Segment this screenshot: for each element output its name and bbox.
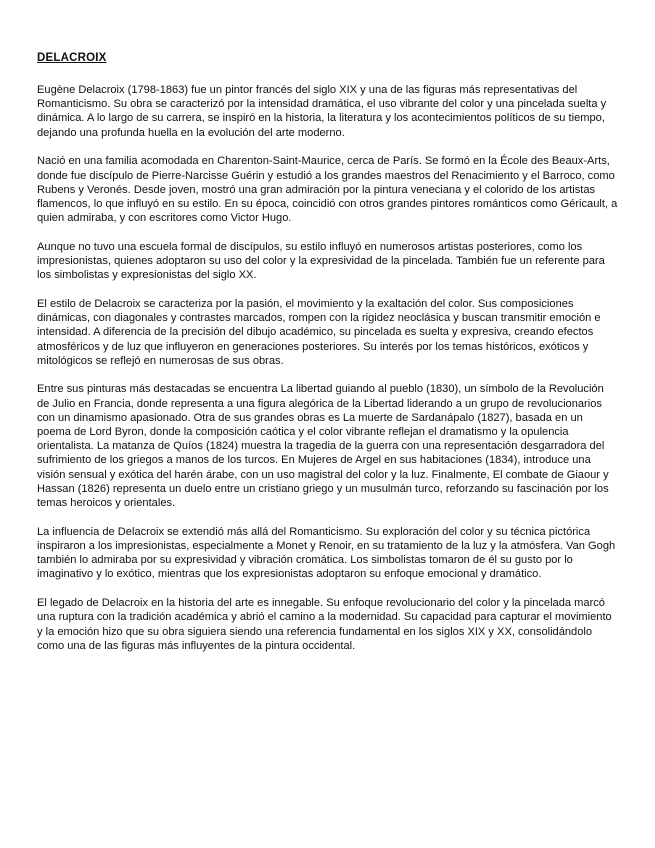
paragraph-works: Entre sus pinturas más destacadas se encuentra La libertad guiando al pueblo (1830), un símbolo de la Revolución de Julio en Francia, donde representa a una figura alegórica de la Libertad liderando a un grupo de revolucionarios con un dinamismo apasionado. Otra de sus grandes obras es La muerte de Sardanápalo (1827), basada en un poema de Lord Byron, donde la composición caótica y el color vibrante reflejan el dramatismo y la opulencia orientalista. La matanza de Quíos (1824) muestra la tragedia de la guerra con una representación desgarradora del sufrimiento de los griegos a manos de los turcos. En Mujeres de Argel en sus habitaciones (1834), introduce una visión sensual y exótica del harén árabe, con un uso magistral del color y la luz. Finalmente, El combate de Giaour y Hassan (1826) representa un duelo entre un cristiano griego y un musulmán turco, reforzando su fascinación por los temas heroicos y orientales. (37, 383, 609, 510)
paragraph-legacy: El legado de Delacroix en la historia del arte es innegable. Su enfoque revolucionario del color y la pincelada marcó una ruptura con la tradición académica y abrió el camino a la modernidad. Su capacidad para capturar el movimiento y la emoción hizo que su obra siguiera siendo una referencia fundamental en los siglos XIX y XX, consolidándolo como una de las figuras más influyentes de la pintura occidental. (37, 597, 612, 652)
document-page (37, 52, 619, 667)
document-title: DELACROIX (37, 52, 107, 64)
paragraph-intro: Eugène Delacroix (1798-1863) fue un pintor francés del siglo XIX y una de las figuras más representativas del Romanticismo. Su obra se caracterizó por la intensidad dramática, el uso vibrante del color y una pincelada suelta y dinámica. A lo largo de su carrera, se inspiró en la historia, la literatura y los acontecimientos políticos de su tiempo, dejando una profunda huella en la evolución del arte moderno. (37, 84, 607, 139)
paragraph-influence: La influencia de Delacroix se extendió más allá del Romanticismo. Su exploración del color y su técnica pictórica inspiraron a los impresionistas, especialmente a Monet y Renoir, en su tratamiento de la luz y la atmósfera. Van Gogh también lo admiraba por su expresividad y vibración cromática. Los simbolistas tomaron de él su gusto por lo imaginativo y lo exótico, mientras que los expresionistas adoptaron su enfoque emocional y dramático. (37, 525, 616, 581)
paragraph-biography: Nació en una familia acomodada en Charenton-Saint-Maurice, cerca de París. Se formó en la École des Beaux-Arts, donde fue discípulo de Pierre-Narcisse Guérin y estudió a los grandes maestros del Renacimiento y el Barroco, como Rubens y Veronés. Desde joven, mostró una gran admiración por la pintura veneciana y el colorido de los artistas flamencos, lo que influyó en su estilo. En su época, coincidió con otros grandes pintores románticos como Géricault, a quien admiraba, y con escritores como Victor Hugo. (37, 155, 618, 225)
paragraph-style: El estilo de Delacroix se caracteriza por la pasión, el movimiento y la exaltación del color. Sus composiciones dinámicas, con diagonales y contrastes marcados, rompen con la rigidez neoclásica y buscan transmitir emoción e intensidad. A diferencia de la precisión del dibujo académico, su pincelada es suelta y expresiva, creando efectos atmosféricos y de luz que influyeron en generaciones posteriores. Su interés por los temas históricos, exóticos y mitológicos se reflejó en numerosas de sus obras. (37, 297, 601, 367)
paragraph-influence-followers: Aunque no tuvo una escuela formal de discípulos, su estilo influyó en numerosos artistas posteriores, como los impresionistas, quienes adoptaron su uso del color y la expresividad de la pincelada. También fue un referente para los simbolistas y expresionistas del siglo XX. (37, 240, 605, 282)
